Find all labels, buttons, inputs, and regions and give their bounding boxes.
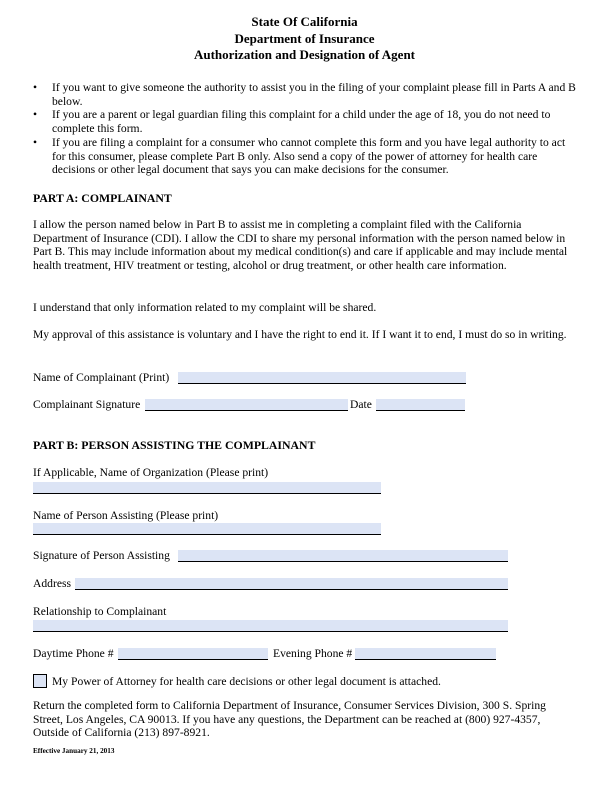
complainant-name-field[interactable] — [178, 372, 466, 384]
instruction-item: • If you are a parent or legal guardian filing this complaint for a child under the age of 18, you do not need to complete this form. — [33, 108, 551, 136]
bullet-icon: • — [33, 81, 38, 94]
evening-phone-label: Evening Phone # — [273, 647, 353, 660]
instructions-list — [33, 81, 578, 177]
part-b-heading: PART B: PERSON ASSISTING THE COMPLAINANT — [33, 438, 316, 452]
header-department: Department of Insurance — [234, 30, 375, 46]
organization-name-label: If Applicable, Name of Organization (Please print) — [33, 466, 269, 479]
assisting-signature-field[interactable] — [178, 550, 508, 562]
part-a-scope-paragraph: I understand that only information related to my complaint will be shared. — [33, 301, 377, 314]
relationship-field[interactable] — [33, 620, 508, 632]
bullet-icon: • — [33, 108, 38, 122]
return-instructions: Return the completed form to California Department of Insurance, Consumer Services Division, 300 S. Spring Street, Los Angeles, CA 90013. If you have any questions, the Department can be reached at (800) 927-4357, Outside of California (213) 897-8921. — [33, 699, 546, 740]
address-label: Address — [33, 577, 71, 590]
assisting-signature-label: Signature of Person Assisting — [33, 549, 170, 562]
effective-date: Effective January 21, 2013 — [33, 747, 115, 755]
header-state: State Of California — [251, 14, 358, 29]
daytime-phone-field[interactable] — [118, 648, 268, 660]
organization-name-field[interactable] — [33, 482, 381, 494]
complainant-signature-label: Complainant Signature — [33, 398, 141, 411]
complainant-date-label: Date — [350, 398, 372, 411]
bullet-icon: • — [33, 135, 38, 149]
part-a-voluntary-paragraph: My approval of this assistance is voluntary and I have the right to end it. If I want it to end, I must do so in writing. — [33, 328, 567, 341]
power-of-attorney-checkbox[interactable] — [33, 674, 47, 688]
daytime-phone-label: Daytime Phone # — [33, 647, 114, 660]
assisting-person-name-field[interactable] — [33, 523, 381, 535]
part-a-heading: PART A: COMPLAINANT — [33, 191, 172, 205]
assisting-person-name-label: Name of Person Assisting (Please print) — [33, 509, 219, 522]
complainant-signature-field[interactable] — [145, 399, 348, 411]
part-a-consent-paragraph: I allow the person named below in Part B to assist me in completing a complaint filed with the California Department of Insurance (CDI). I allow the CDI to share my personal information with the person named below in Part B. This may include information about my medical condition(s) and care if applicable and may include mental health treatment, HIV treatment or testing, alcohol or drug treatment, or other health care information. — [33, 218, 568, 273]
power-of-attorney-label: My Power of Attorney for health care decisions or other legal document is attached. — [52, 675, 441, 688]
header-title: Authorization and Designation of Agent — [193, 47, 416, 62]
evening-phone-field[interactable] — [355, 648, 496, 660]
instruction-item: • If you want to give someone the authority to assist you in the filing of your complaint please fill in Parts A and B below. — [33, 81, 576, 108]
form-header — [0, 14, 609, 64]
instruction-item: • If you are filing a complaint for a consumer who cannot complete this form and you have legal authority to act for this consumer, please complete Part B only. Also send a copy of the power of attorney for health care decisions or other legal document that says you can make decisions for the consumer. — [33, 135, 566, 177]
complainant-name-label: Name of Complainant (Print) — [33, 371, 170, 384]
address-field[interactable] — [75, 578, 508, 590]
relationship-label: Relationship to Complainant — [33, 605, 167, 618]
complainant-date-field[interactable] — [376, 399, 465, 411]
